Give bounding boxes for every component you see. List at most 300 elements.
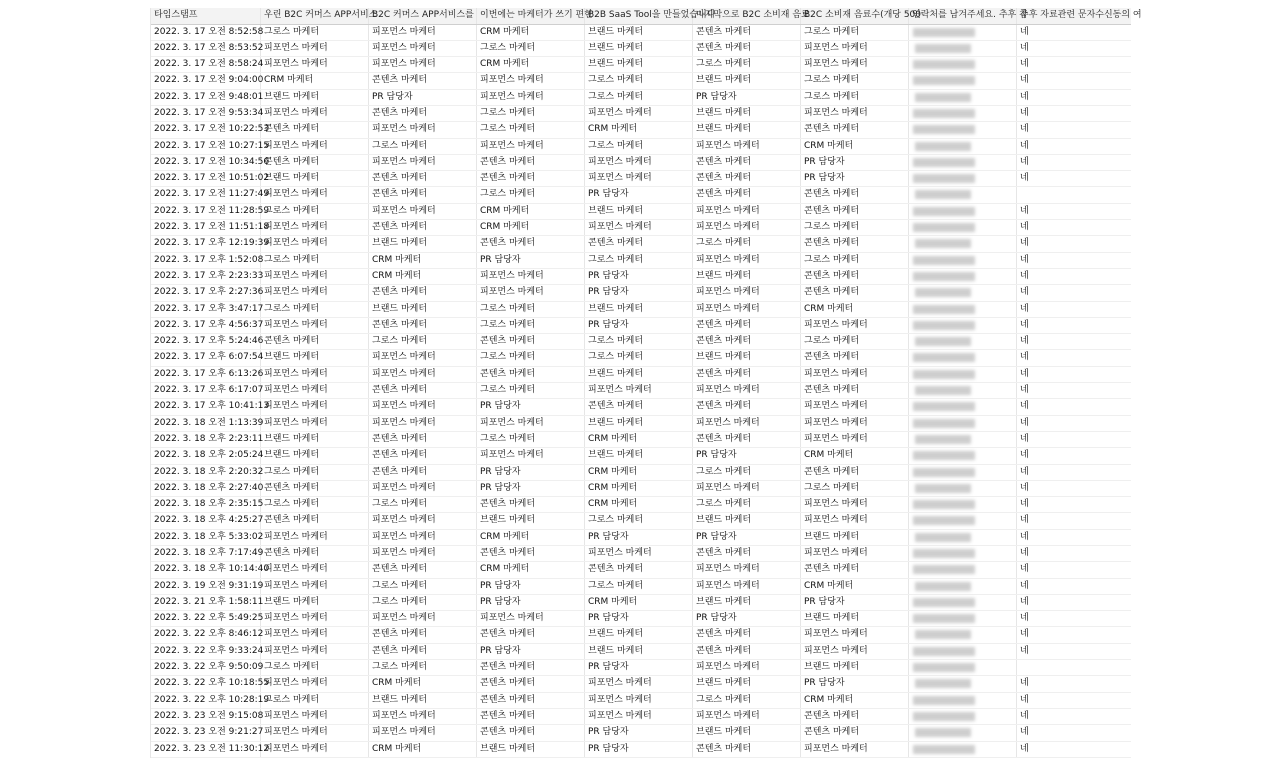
table-cell[interactable]: 피포먼스 마케터 [693,220,801,235]
table-cell[interactable]: 콘텐츠 마케터 [801,709,909,724]
table-cell[interactable]: CRM 마케터 [369,742,477,757]
table-cell[interactable]: 그로스 마케터 [261,302,369,317]
table-cell[interactable]: 콘텐츠 마케터 [801,725,909,740]
table-cell[interactable]: 피포먼스 마케터 [261,367,369,382]
table-cell[interactable]: 콘텐츠 마케터 [261,481,369,496]
table-cell[interactable]: 2022. 3. 18 오전 1:13:39 [151,416,261,431]
table-cell[interactable]: 그로스 마케터 [477,350,585,365]
header-cell[interactable]: 추후 자료관련 문자수신동의 여 [1020,10,1142,20]
table-cell[interactable]: 콘텐츠 마케터 [369,285,477,300]
table-cell[interactable]: 그로스 마케터 [693,497,801,512]
table-cell[interactable]: 2022. 3. 18 오후 2:05:24 [151,448,261,463]
table-cell[interactable]: 2022. 3. 17 오전 11:27:49 [151,187,261,202]
table-cell[interactable]: 콘텐츠 마케터 [801,285,909,300]
redacted-contact-cell[interactable] [909,139,1017,154]
table-cell[interactable]: 피포먼스 마케터 [585,383,693,398]
table-cell[interactable]: 피포먼스 마케터 [369,399,477,414]
table-cell[interactable]: 피포먼스 마케터 [477,73,585,88]
table-cell[interactable]: 피포먼스 마케터 [261,399,369,414]
table-cell[interactable]: 그로스 마케터 [585,90,693,105]
table-cell[interactable]: 그로스 마케터 [261,253,369,268]
header-cell[interactable]: B2C 소비재 음료수(개당 500 [801,8,909,24]
redacted-contact-cell[interactable] [909,742,1017,757]
table-cell[interactable]: 2022. 3. 22 오후 10:28:19 [151,693,261,708]
table-cell[interactable]: 콘텐츠 마케터 [477,155,585,170]
table-cell[interactable]: 네 [1020,727,1029,738]
table-cell[interactable]: 그로스 마케터 [585,579,693,594]
table-cell[interactable]: 2022. 3. 17 오전 10:22:53 [151,122,261,137]
table-cell[interactable]: 네 [1020,564,1029,575]
table-cell[interactable]: 2022. 3. 17 오후 2:23:33 [151,269,261,284]
table-cell[interactable]: 2022. 3. 18 오후 7:17:49 [151,546,261,561]
table-cell[interactable]: PR 담당자 [477,579,585,594]
table-cell[interactable]: 피포먼스 마케터 [801,644,909,659]
table-cell[interactable]: 브랜드 마케터 [693,73,801,88]
table-cell[interactable]: PR 담당자 [477,399,585,414]
table-cell[interactable]: 피포먼스 마케터 [261,57,369,72]
table-cell[interactable]: CRM 마케터 [477,220,585,235]
table-cell[interactable]: 피포먼스 마케터 [477,139,585,154]
table-cell[interactable]: 네 [1020,613,1029,624]
table-cell[interactable]: 피포먼스 마케터 [585,106,693,121]
table-cell[interactable]: 브랜드 마케터 [261,432,369,447]
table-cell[interactable]: 콘텐츠 마케터 [477,367,585,382]
table-cell[interactable]: PR 담당자 [585,742,693,757]
table-cell[interactable]: 네 [1020,42,1029,53]
table-cell[interactable]: 브랜드 마케터 [585,41,693,56]
redacted-contact-cell[interactable] [909,465,1017,480]
table-cell[interactable]: 피포먼스 마케터 [261,269,369,284]
table-cell[interactable]: CRM 마케터 [585,432,693,447]
table-cell[interactable]: 피포먼스 마케터 [585,171,693,186]
table-cell[interactable]: CRM 마케터 [801,693,909,708]
table-cell[interactable]: 피포먼스 마케터 [261,742,369,757]
table-cell[interactable]: 콘텐츠 마케터 [693,399,801,414]
table-cell[interactable]: CRM 마케터 [369,253,477,268]
table-cell[interactable]: 피포먼스 마케터 [261,139,369,154]
redacted-contact-cell[interactable] [909,302,1017,317]
table-cell[interactable]: 2022. 3. 22 오후 9:33:24 [151,644,261,659]
table-cell[interactable]: 네 [1020,629,1029,640]
table-cell[interactable]: 콘텐츠 마케터 [693,432,801,447]
table-cell[interactable]: 네 [1020,548,1029,558]
table-cell[interactable]: 콘텐츠 마케터 [369,187,477,202]
table-cell[interactable]: 그로스 마케터 [477,122,585,137]
table-cell[interactable]: 2022. 3. 18 오후 2:20:32 [151,465,261,480]
table-cell[interactable]: 브랜드 마케터 [585,367,693,382]
redacted-contact-cell[interactable] [909,611,1017,626]
table-cell[interactable]: 피포먼스 마케터 [261,187,369,202]
table-cell[interactable]: PR 담당자 [693,448,801,463]
table-cell[interactable]: 피포먼스 마케터 [585,709,693,724]
table-cell[interactable]: CRM 마케터 [801,302,909,317]
table-cell[interactable]: PR 담당자 [585,611,693,626]
redacted-contact-cell[interactable] [909,90,1017,105]
table-cell[interactable]: 콘텐츠 마케터 [369,220,477,235]
table-cell[interactable]: 피포먼스 마케터 [585,155,693,170]
table-cell[interactable]: 브랜드 마케터 [369,236,477,251]
table-cell[interactable]: CRM 마케터 [477,204,585,219]
table-cell[interactable]: CRM 마케터 [801,448,909,463]
table-cell[interactable]: 피포먼스 마케터 [585,220,693,235]
table-cell[interactable]: 콘텐츠 마케터 [693,41,801,56]
table-cell[interactable]: 네 [1020,694,1029,705]
table-cell[interactable]: 네 [1020,385,1029,396]
table-cell[interactable]: 네 [1020,107,1029,118]
table-cell[interactable]: 네 [1020,59,1029,70]
table-cell[interactable]: 피포먼스 마케터 [369,122,477,137]
table-cell[interactable]: 피포먼스 마케터 [369,367,477,382]
redacted-contact-cell[interactable] [909,236,1017,251]
table-cell[interactable]: 그로스 마케터 [801,253,909,268]
redacted-contact-cell[interactable] [909,709,1017,724]
table-cell[interactable]: PR 담당자 [585,187,693,202]
table-cell[interactable]: 그로스 마케터 [693,693,801,708]
redacted-contact-cell[interactable] [909,122,1017,137]
table-cell[interactable]: 콘텐츠 마케터 [477,660,585,675]
table-cell[interactable]: 피포먼스 마케터 [693,562,801,577]
table-cell[interactable]: 2022. 3. 17 오후 12:19:39 [151,236,261,251]
table-cell[interactable]: 콘텐츠 마케터 [693,367,801,382]
table-cell[interactable]: 브랜드 마케터 [261,448,369,463]
table-cell[interactable]: 브랜드 마케터 [261,90,369,105]
table-cell[interactable]: 2022. 3. 17 오전 9:53:34 [151,106,261,121]
table-cell[interactable]: 2022. 3. 22 오후 5:49:25 [151,611,261,626]
table-cell[interactable]: 네 [1020,287,1029,298]
table-cell[interactable]: CRM 마케터 [369,269,477,284]
table-cell[interactable]: 피포먼스 마케터 [693,481,801,496]
table-cell[interactable]: 2022. 3. 17 오전 10:51:02 [151,171,261,186]
table-cell[interactable]: 콘텐츠 마케터 [477,334,585,349]
table-cell[interactable]: 브랜드 마케터 [801,530,909,545]
redacted-contact-cell[interactable] [909,220,1017,235]
table-cell[interactable]: 네 [1020,401,1029,412]
table-cell[interactable]: 네 [1020,466,1029,477]
table-cell[interactable]: 브랜드 마케터 [585,627,693,642]
table-cell[interactable]: 네 [1020,531,1029,542]
table-cell[interactable]: 브랜드 마케터 [693,595,801,610]
table-cell[interactable]: 콘텐츠 마케터 [369,383,477,398]
table-cell[interactable]: 2022. 3. 23 오전 9:15:08 [151,709,261,724]
redacted-contact-cell[interactable] [909,627,1017,642]
table-cell[interactable]: CRM 마케터 [585,122,693,137]
header-cell[interactable]: B2C 커머스 APP서비스를 [369,8,477,24]
table-cell[interactable]: 2022. 3. 18 오후 2:27:40 [151,481,261,496]
table-cell[interactable]: 피포먼스 마케터 [801,742,909,757]
table-cell[interactable]: CRM 마케터 [261,73,369,88]
table-cell[interactable]: 콘텐츠 마케터 [801,350,909,365]
table-cell[interactable]: 피포먼스 마케터 [261,41,369,56]
table-cell[interactable]: 콘텐츠 마케터 [477,497,585,512]
table-cell[interactable]: 2022. 3. 23 오전 9:21:27 [151,725,261,740]
table-cell[interactable]: 2022. 3. 17 오후 4:56:37 [151,318,261,333]
table-cell[interactable]: 네 [1020,710,1029,721]
table-cell[interactable] [1017,660,1131,675]
table-cell[interactable]: PR 담당자 [801,595,909,610]
table-cell[interactable]: 네 [1020,645,1029,656]
redacted-contact-cell[interactable] [909,725,1017,740]
table-cell[interactable]: 2022. 3. 17 오전 8:58:24 [151,57,261,72]
redacted-contact-cell[interactable] [909,562,1017,577]
table-cell[interactable]: 그로스 마케터 [261,497,369,512]
table-cell[interactable]: 콘텐츠 마케터 [369,171,477,186]
table-cell[interactable]: 2022. 3. 17 오후 3:47:17 [151,302,261,317]
table-cell[interactable]: 콘텐츠 마케터 [261,334,369,349]
table-cell[interactable]: 2022. 3. 17 오전 8:52:58 [151,25,261,40]
redacted-contact-cell[interactable] [909,41,1017,56]
table-cell[interactable]: 피포먼스 마케터 [261,285,369,300]
table-cell[interactable]: 브랜드 마케터 [801,611,909,626]
table-cell[interactable]: 네 [1020,124,1029,135]
header-cell[interactable]: 우린 B2C 커머스 APP서비스 [261,8,369,24]
table-cell[interactable]: 그로스 마케터 [801,25,909,40]
table-cell[interactable]: 피포먼스 마케터 [261,106,369,121]
table-cell[interactable]: 피포먼스 마케터 [369,530,477,545]
table-cell[interactable]: 그로스 마케터 [585,73,693,88]
redacted-contact-cell[interactable] [909,513,1017,528]
table-cell[interactable]: 그로스 마케터 [585,139,693,154]
table-cell[interactable]: 그로스 마케터 [477,318,585,333]
table-cell[interactable]: 콘텐츠 마케터 [261,155,369,170]
table-cell[interactable]: 피포먼스 마케터 [801,497,909,512]
redacted-contact-cell[interactable] [909,530,1017,545]
table-cell[interactable]: 피포먼스 마케터 [369,546,477,561]
table-cell[interactable]: 그로스 마케터 [585,350,693,365]
table-cell[interactable]: 그로스 마케터 [477,302,585,317]
table-cell[interactable]: 그로스 마케터 [369,139,477,154]
table-cell[interactable]: 브랜드 마케터 [693,350,801,365]
table-cell[interactable]: PR 담당자 [369,90,477,105]
table-cell[interactable]: 브랜드 마케터 [585,25,693,40]
redacted-contact-cell[interactable] [909,676,1017,691]
table-cell[interactable]: 피포먼스 마케터 [261,709,369,724]
header-cell[interactable]: 이번에는 마케터가 쓰기 편한 [477,8,585,24]
table-cell[interactable]: 피포먼스 마케터 [369,204,477,219]
table-cell[interactable]: 콘텐츠 마케터 [477,709,585,724]
table-cell[interactable]: 콘텐츠 마케터 [693,546,801,561]
table-cell[interactable]: PR 담당자 [801,155,909,170]
table-cell[interactable]: PR 담당자 [585,725,693,740]
table-cell[interactable]: 그로스 마케터 [261,465,369,480]
table-cell[interactable]: CRM 마케터 [585,595,693,610]
table-cell[interactable]: CRM 마케터 [801,139,909,154]
table-cell[interactable]: 그로스 마케터 [261,660,369,675]
table-cell[interactable]: 콘텐츠 마케터 [261,546,369,561]
header-cell[interactable]: 마지막으로 B2C 소비재 음료 [693,8,801,24]
table-cell[interactable]: 콘텐츠 마케터 [477,725,585,740]
table-cell[interactable]: 피포먼스 마케터 [369,350,477,365]
table-cell[interactable]: 피포먼스 마케터 [801,416,909,431]
redacted-contact-cell[interactable] [909,25,1017,40]
table-cell[interactable]: 네 [1020,743,1029,754]
table-cell[interactable]: 브랜드 마케터 [693,106,801,121]
redacted-contact-cell[interactable] [909,285,1017,300]
table-cell[interactable]: 피포먼스 마케터 [369,611,477,626]
table-cell[interactable]: CRM 마케터 [477,562,585,577]
table-cell[interactable]: 피포먼스 마케터 [477,448,585,463]
table-cell[interactable]: 브랜드 마케터 [261,350,369,365]
table-cell[interactable]: PR 담당자 [477,481,585,496]
table-cell[interactable]: 피포먼스 마케터 [801,367,909,382]
table-cell[interactable]: 네 [1020,156,1029,167]
table-cell[interactable]: 브랜드 마케터 [585,204,693,219]
table-cell[interactable]: 네 [1020,450,1029,461]
table-cell[interactable]: 네 [1020,417,1029,428]
table-cell[interactable]: 피포먼스 마케터 [477,611,585,626]
table-cell[interactable]: 2022. 3. 19 오전 9:31:19 [151,579,261,594]
table-cell[interactable]: 브랜드 마케터 [585,448,693,463]
table-cell[interactable]: 브랜드 마케터 [477,513,585,528]
table-cell[interactable]: CRM 마케터 [477,25,585,40]
table-cell[interactable]: 2022. 3. 22 오후 9:50:09 [151,660,261,675]
table-cell[interactable]: 2022. 3. 17 오후 6:07:54 [151,350,261,365]
table-cell[interactable]: PR 담당자 [477,465,585,480]
redacted-contact-cell[interactable] [909,546,1017,561]
table-cell[interactable]: 피포먼스 마케터 [693,709,801,724]
redacted-contact-cell[interactable] [909,318,1017,333]
table-cell[interactable]: 피포먼스 마케터 [693,383,801,398]
table-cell[interactable]: 브랜드 마케터 [261,171,369,186]
redacted-contact-cell[interactable] [909,171,1017,186]
table-cell[interactable]: 2022. 3. 18 오후 5:33:02 [151,530,261,545]
table-cell[interactable]: 네 [1020,205,1029,216]
table-cell[interactable]: 콘텐츠 마케터 [477,676,585,691]
table-cell[interactable]: CRM 마케터 [585,497,693,512]
table-cell[interactable]: 콘텐츠 마케터 [801,122,909,137]
table-cell[interactable]: CRM 마케터 [585,481,693,496]
table-cell[interactable]: 피포먼스 마케터 [693,253,801,268]
table-cell[interactable]: 콘텐츠 마케터 [801,269,909,284]
table-cell[interactable]: 콘텐츠 마케터 [693,187,801,202]
table-cell[interactable]: 그로스 마케터 [693,57,801,72]
table-cell[interactable]: 그로스 마케터 [693,236,801,251]
redacted-contact-cell[interactable] [909,693,1017,708]
table-cell[interactable]: 피포먼스 마케터 [369,155,477,170]
table-cell[interactable]: 피포먼스 마케터 [693,204,801,219]
table-cell[interactable]: 네 [1020,173,1029,184]
table-cell[interactable]: 2022. 3. 17 오전 11:51:18 [151,220,261,235]
redacted-contact-cell[interactable] [909,579,1017,594]
table-cell[interactable]: 콘텐츠 마케터 [369,448,477,463]
table-cell[interactable]: 브랜드 마케터 [693,676,801,691]
table-cell[interactable]: 네 [1020,75,1029,86]
redacted-contact-cell[interactable] [909,644,1017,659]
table-cell[interactable]: 피포먼스 마케터 [801,106,909,121]
table-cell[interactable]: 피포먼스 마케터 [261,530,369,545]
table-cell[interactable]: 콘텐츠 마케터 [585,562,693,577]
table-cell[interactable]: 그로스 마케터 [261,204,369,219]
table-cell[interactable]: PR 담당자 [477,253,585,268]
table-cell[interactable]: 네 [1020,482,1029,493]
table-cell[interactable]: 콘텐츠 마케터 [477,236,585,251]
header-cell[interactable]: 타임스탬프 [151,8,261,24]
table-cell[interactable]: 네 [1020,433,1029,444]
table-cell[interactable]: PR 담당자 [585,318,693,333]
table-cell[interactable]: 그로스 마케터 [369,497,477,512]
table-cell[interactable]: 콘텐츠 마케터 [477,693,585,708]
table-cell[interactable]: 브랜드 마케터 [693,269,801,284]
table-cell[interactable]: 피포먼스 마케터 [477,416,585,431]
table-cell[interactable]: 피포먼스 마케터 [693,285,801,300]
table-cell[interactable]: PR 담당자 [585,530,693,545]
table-cell[interactable]: 브랜드 마케터 [585,644,693,659]
table-cell[interactable]: 그로스 마케터 [369,660,477,675]
table-cell[interactable] [1017,187,1131,202]
table-cell[interactable]: 콘텐츠 마케터 [693,171,801,186]
table-cell[interactable]: 피포먼스 마케터 [261,416,369,431]
table-cell[interactable]: 그로스 마케터 [801,90,909,105]
table-cell[interactable]: 그로스 마케터 [261,25,369,40]
redacted-contact-cell[interactable] [909,57,1017,72]
table-cell[interactable]: 그로스 마케터 [801,481,909,496]
table-cell[interactable]: 콘텐츠 마케터 [369,627,477,642]
table-cell[interactable]: CRM 마케터 [369,676,477,691]
table-cell[interactable]: 그로스 마케터 [801,73,909,88]
table-cell[interactable]: PR 담당자 [693,530,801,545]
table-cell[interactable]: 피포먼스 마케터 [261,220,369,235]
table-cell[interactable]: 그로스 마케터 [369,595,477,610]
redacted-contact-cell[interactable] [909,383,1017,398]
table-cell[interactable]: CRM 마케터 [477,530,585,545]
table-cell[interactable]: 피포먼스 마케터 [261,644,369,659]
table-cell[interactable]: 2022. 3. 18 오후 10:14:40 [151,562,261,577]
table-cell[interactable]: 2022. 3. 17 오전 8:53:52 [151,41,261,56]
table-cell[interactable]: 브랜드 마케터 [585,57,693,72]
table-cell[interactable]: 피포먼스 마케터 [261,676,369,691]
table-cell[interactable]: 네 [1020,222,1029,233]
table-cell[interactable]: 2022. 3. 17 오후 5:24:46 [151,334,261,349]
table-cell[interactable]: 콘텐츠 마케터 [693,155,801,170]
table-cell[interactable]: 네 [1020,26,1029,37]
redacted-contact-cell[interactable] [909,367,1017,382]
table-cell[interactable]: 콘텐츠 마케터 [693,25,801,40]
table-cell[interactable]: 피포먼스 마케터 [801,546,909,561]
table-cell[interactable]: 네 [1020,368,1029,379]
table-cell[interactable]: 네 [1020,140,1029,151]
redacted-contact-cell[interactable] [909,155,1017,170]
table-cell[interactable]: 피포먼스 마케터 [693,302,801,317]
table-cell[interactable]: 2022. 3. 17 오후 10:41:13 [151,399,261,414]
redacted-contact-cell[interactable] [909,350,1017,365]
table-cell[interactable]: 네 [1020,580,1029,591]
table-cell[interactable]: 콘텐츠 마케터 [369,106,477,121]
redacted-contact-cell[interactable] [909,253,1017,268]
redacted-contact-cell[interactable] [909,481,1017,496]
table-cell[interactable]: 2022. 3. 22 오후 8:46:12 [151,627,261,642]
table-cell[interactable]: 2022. 3. 17 오후 2:27:36 [151,285,261,300]
table-cell[interactable]: 피포먼스 마케터 [801,41,909,56]
table-cell[interactable]: 콘텐츠 마케터 [801,236,909,251]
table-cell[interactable]: 피포먼스 마케터 [369,725,477,740]
table-cell[interactable]: 그로스 마케터 [477,432,585,447]
table-cell[interactable]: 네 [1020,336,1029,347]
table-cell[interactable]: 2022. 3. 17 오전 9:48:01 [151,90,261,105]
table-cell[interactable]: 그로스 마케터 [477,187,585,202]
table-cell[interactable]: 피포먼스 마케터 [801,399,909,414]
table-cell[interactable]: CRM 마케터 [477,57,585,72]
redacted-contact-cell[interactable] [909,432,1017,447]
table-cell[interactable]: 브랜드 마케터 [477,742,585,757]
redacted-contact-cell[interactable] [909,106,1017,121]
redacted-contact-cell[interactable] [909,660,1017,675]
table-cell[interactable]: PR 담당자 [477,595,585,610]
table-cell[interactable]: PR 담당자 [801,676,909,691]
redacted-contact-cell[interactable] [909,416,1017,431]
table-cell[interactable]: 피포먼스 마케터 [261,627,369,642]
table-cell[interactable]: 피포먼스 마케터 [693,416,801,431]
table-cell[interactable]: 브랜드 마케터 [693,122,801,137]
table-cell[interactable]: 콘텐츠 마케터 [693,627,801,642]
